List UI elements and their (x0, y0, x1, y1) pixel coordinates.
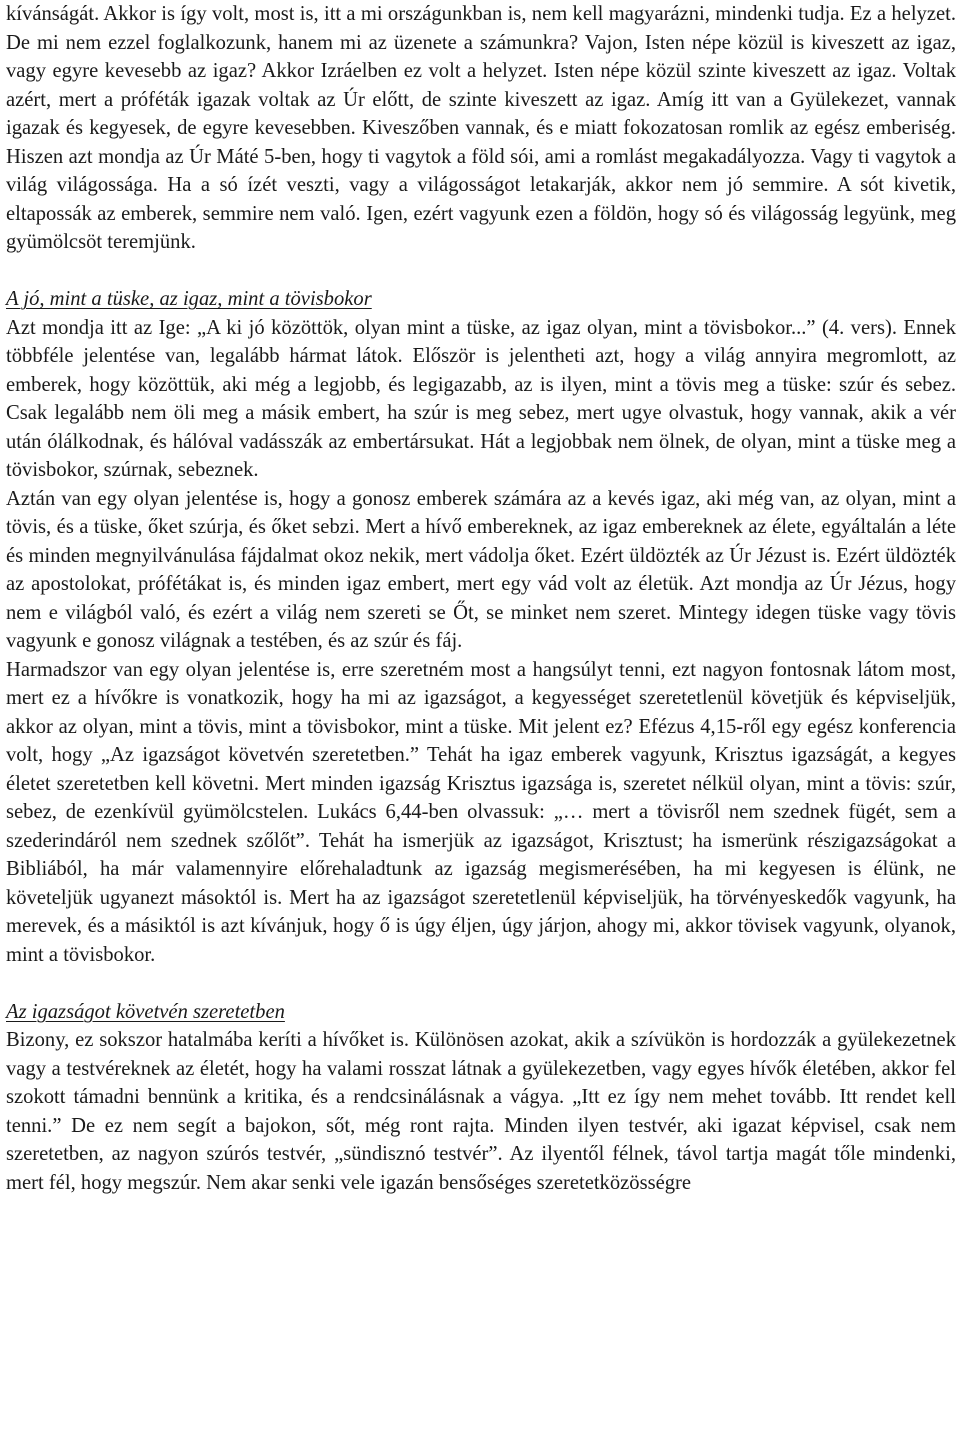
paragraph-second-meaning: Aztán van egy olyan jelentése is, hogy a gonosz emberek számára az a kevés igaz, aki még van, az olyan, mint a tövis, és a tüske, őket szúrja, és őket sebzi. Mert a hívő embereknek, az igaz embereknek az élete, egyáltalán a léte és minden megnyilvánulása fájdalmat okoz nekik, mert vádolja őket. Ezért üldözték az Úr Jézust is. Ezért üldözték az apostolokat, prófétákat is, és minden igaz embert, mert egy vád volt az életük. Azt mondja az Úr Jézus, hogy nem e világból való, és ezért a világ nem szereti se Őt, se minket nem szeret. Mintegy idegen tüske vagy tövis vagyunk e gonosz világnak a testében, és az szúr és fáj. (6, 487, 956, 652)
paragraph-third-meaning: Harmadszor van egy olyan jelentése is, erre szeretném most a hangsúlyt tenni, ezt nagyon fontosnak látom most, mert ez a hívőkre is vonatkozik, hogy ha mi az igazságot, a kegyességet szeretetlenül követjük és képviseljük, akkor az olyan, mint a tövis, mint a tövisbokor, mint a tüske. Mit jelent ez? Efézus 4,15-ről egy egész konferencia volt, hogy „Az igazságot követvén szeretetben.” Tehát ha igaz emberek vagyunk, Krisztus igazságát, a kegyes életet szeretetben kell követni. Mert minden igazság Krisztus igazsága is, szeretet nélkül olyan, mint a tövis: szúr, sebez, de ezenkívül gyümölcstelen. Lukács 6,44-ben olvassuk: „… mert a tövisről nem szednek fügét, sem a szederindáról nem szednek szőlőt”. Tehát ha ismerjük az igazságot, Krisztust; ha ismerünk részigazságokat a Bibliából, ha már valamennyire előrehaladtunk az igazság megismerésében, ha mi kegyesen is élünk, ne követeljük ugyanezt másoktól is. Mert ha az igazságot szeretetlenül képviseljük, ha törvényeskedők vagyunk, ha merevek, és a másiktól is azt kívánjuk, hogy ő is úgy éljen, úgy járjon, ahogy mi, akkor tövisek vagyunk, olyanok, mint a tövisbokor. (6, 658, 956, 966)
blank-line (6, 969, 956, 998)
document-page (6, 0, 956, 1197)
paragraph-truth-in-love: Bizony, ez sokszor hatalmába keríti a hívőket is. Különösen azokat, akik a szívükön is hordozzák a gyülekezetnek vagy a testvéreknek az életét, hogy ha valami rosszat látnak a gyülekezetben, vagy egyes hívők életében, akkor fel szokott támadni bennünk a kritika, és a rendcsinálásnak a vágya. „Itt ez így nem mehet tovább. Itt rendet kell tenni.” De ez nem segít a bajokon, sőt, még ront rajta. Minden ilyen testvér, aki igazat képvisel, csak nem szeretetben, az nagyon szúrós testvér, „sündisznó testvér”. Az ilyentől félnek, távol tartja magát tőle mindenki, mert fél, hogy megszúr. Nem akar senki vele igazán bensőséges szeretetközösségre (6, 1029, 956, 1194)
paragraph-first-meaning: Azt mondja itt az Ige: „A ki jó közöttök, olyan mint a tüske, az igaz olyan, mint a tövisbokor...” (4. vers). Ennek többféle jelentése van, legalább hármat látok. Először is jelentheti azt, hogy a világ annyira megromlott, az emberek, hogy közöttük, aki még a legjobb, és legigazabb, az is ilyen, mint a tövis meg a tüske: szúr és sebez. Csak legalább nem öli meg a másik embert, ha szúr is meg sebez, mert ugye olvastuk, hogy vannak, akik a vér után ólálkodnak, és hálóval vadásszák az embertársukat. Hát a legjobbak nem ölnek, de olyan, mint a tüske meg a tövisbokor, szúrnak, sebeznek. (6, 316, 956, 481)
blank-line (6, 257, 956, 286)
section-heading-truth-in-love: Az igazságot követvén szeretetben (6, 1000, 285, 1023)
section-heading-thorn: A jó, mint a tüske, az igaz, mint a tövisbokor (6, 288, 372, 310)
paragraph-intro: kívánságát. Akkor is így volt, most is, itt a mi országunkban is, nem kell magyarázni, mindenki tudja. Ez a helyzet. De mi nem ezzel foglalkozunk, hanem mi az üzenete a számunkra? Vajon, Isten népe közül is kiveszett az igaz, vagy egyre kevesebb az igaz? Akkor Izráelben ez volt a helyzet. Isten népe közül szinte kiveszett az igaz. Voltak azért, mert a próféták igazak voltak az Úr előtt, de szinte kiveszett az igaz. Amíg itt van a Gyülekezet, vannak igazak és kegyesek, de egyre kevesebben. Kiveszőben vannak, és e miatt fokozatosan romlik az egész emberiség. Hiszen azt mondja az Úr Máté 5-ben, hogy ti vagytok a föld sói, ami a romlást megakadályozza. Vagy ti vagytok a világ világossága. Ha a só ízét veszti, vagy a világosságot letakarják, akkor nem jó semmire. A sót kivetik, eltapossák az emberek, semmire nem való. Igen, ezért vagyunk ezen a földön, hogy só és világosság legyünk, meg gyümölcsöt teremjünk. (6, 3, 956, 253)
